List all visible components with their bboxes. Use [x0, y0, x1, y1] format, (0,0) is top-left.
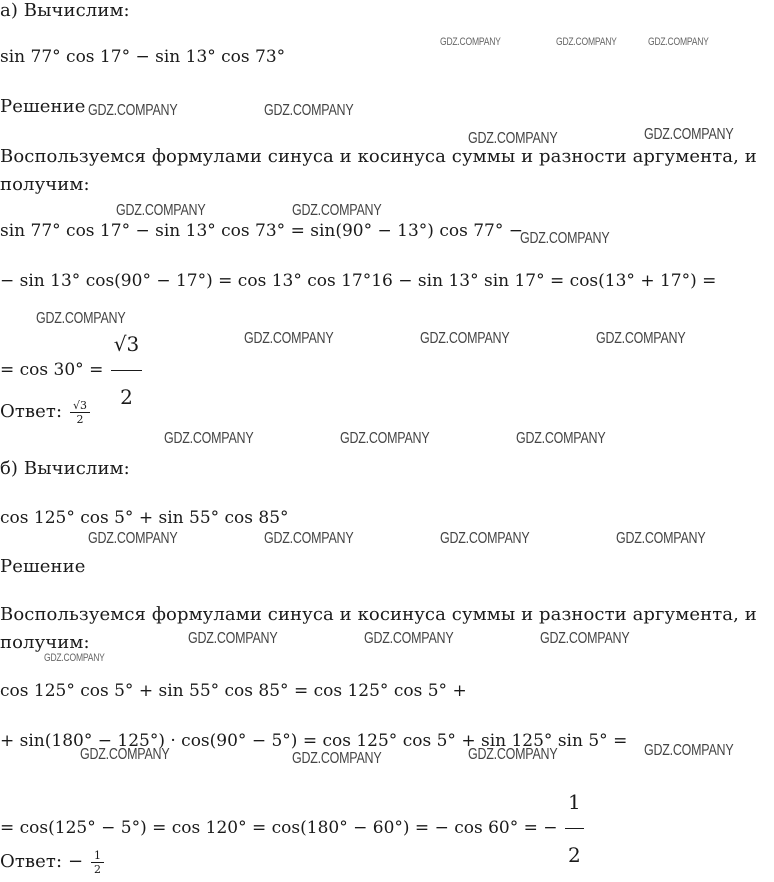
- part-b-heading: б) Вычислим:: [0, 458, 130, 479]
- watermark: GDZ.COMPANY: [644, 742, 734, 759]
- watermark: GDZ.COMPANY: [164, 430, 254, 447]
- part-a-answer-denominator: 2: [76, 412, 84, 426]
- watermark: GDZ.COMPANY: [516, 430, 606, 447]
- part-b-answer-label: Ответ:: [0, 851, 63, 872]
- watermark: GDZ.COMPANY: [80, 746, 170, 763]
- watermark: GDZ.COMPANY: [540, 630, 630, 647]
- watermark: GDZ.COMPANY: [440, 530, 530, 547]
- part-a-step3-numerator: √3: [111, 318, 142, 371]
- part-a-step2: − sin 13° cos(90° − 17°) = cos 13° cos 17°16 − sin 13° sin 17° = cos(13° + 17°) =: [0, 271, 717, 291]
- watermark: GDZ.COMPANY: [88, 102, 178, 119]
- part-b-step2: + sin(180° − 125°) · cos(90° − 5°) = cos 125° cos 5° + sin 125° sin 5° =: [0, 731, 628, 751]
- watermark: GDZ.COMPANY: [88, 530, 178, 547]
- watermark: GDZ.COMPANY: [292, 202, 382, 219]
- part-b-step3-fraction: [565, 776, 584, 881]
- part-b-step3-numerator: 1: [565, 776, 584, 829]
- part-a-step3-denominator: 2: [120, 385, 133, 409]
- watermark: GDZ.COMPANY: [188, 630, 278, 647]
- part-b-step3-prefix: = cos(125° − 5°) = cos 120° = cos(180° − 60°) = − cos 60° = −: [0, 818, 558, 838]
- part-b-step3-denominator: 2: [567, 843, 581, 867]
- part-a-intro-line1: Воспользуемся формулами синуса и косинуса суммы и разности аргумента, и: [0, 146, 757, 167]
- part-a-step3-fraction: [111, 318, 142, 423]
- watermark: GDZ.COMPANY: [264, 102, 354, 119]
- part-b-answer: [0, 842, 106, 882]
- watermark: GDZ.COMPANY: [340, 430, 430, 447]
- watermark: GDZ.COMPANY: [644, 126, 734, 143]
- watermark: GDZ.COMPANY: [520, 230, 610, 247]
- watermark: GDZ.COMPANY: [648, 36, 709, 48]
- part-b-step1: cos 125° cos 5° + sin 55° cos 85° = cos 125° cos 5° +: [0, 681, 467, 701]
- part-b-intro-line1: Воспользуемся формулами синуса и косинуса суммы и разности аргумента, и: [0, 604, 757, 625]
- part-b-solution-label: Решение: [0, 556, 86, 577]
- watermark: GDZ.COMPANY: [420, 330, 510, 347]
- part-a-intro-line2: получим:: [0, 174, 90, 195]
- watermark: GDZ.COMPANY: [616, 530, 706, 547]
- part-a-solution-label: Решение: [0, 96, 86, 117]
- part-b-answer-numerator: 1: [91, 849, 104, 863]
- watermark: GDZ.COMPANY: [116, 202, 206, 219]
- part-a-answer-label: Ответ:: [0, 401, 63, 422]
- part-a-answer: [0, 392, 92, 432]
- part-b-intro-line2: получим:: [0, 632, 90, 653]
- watermark: GDZ.COMPANY: [244, 330, 334, 347]
- part-a-expression: sin 77° cos 17° − sin 13° cos 73°: [0, 47, 286, 67]
- watermark: GDZ.COMPANY: [596, 330, 686, 347]
- part-a-heading: а) Вычислим:: [0, 0, 130, 21]
- part-a-answer-numerator: √3: [70, 399, 90, 413]
- watermark: GDZ.COMPANY: [292, 750, 382, 767]
- part-b-answer-denominator: 2: [93, 862, 102, 876]
- watermark: GDZ.COMPANY: [264, 530, 354, 547]
- part-b-answer-sign: −: [67, 851, 84, 872]
- watermark: GDZ.COMPANY: [36, 310, 126, 327]
- part-b-answer-fraction: [91, 849, 104, 876]
- watermark: GDZ.COMPANY: [364, 630, 454, 647]
- watermark: GDZ.COMPANY: [440, 36, 501, 48]
- watermark: GDZ.COMPANY: [468, 130, 558, 147]
- watermark: GDZ.COMPANY: [556, 36, 617, 48]
- watermark: GDZ.COMPANY: [468, 746, 558, 763]
- part-a-step1: sin 77° cos 17° − sin 13° cos 73° = sin(90° − 13°) cos 77° −: [0, 221, 523, 241]
- watermark: GDZ.COMPANY: [44, 652, 105, 664]
- part-a-answer-fraction: [70, 399, 90, 426]
- part-a-step3-prefix: = cos 30° =: [0, 360, 104, 380]
- part-b-expression: cos 125° cos 5° + sin 55° cos 85°: [0, 508, 289, 528]
